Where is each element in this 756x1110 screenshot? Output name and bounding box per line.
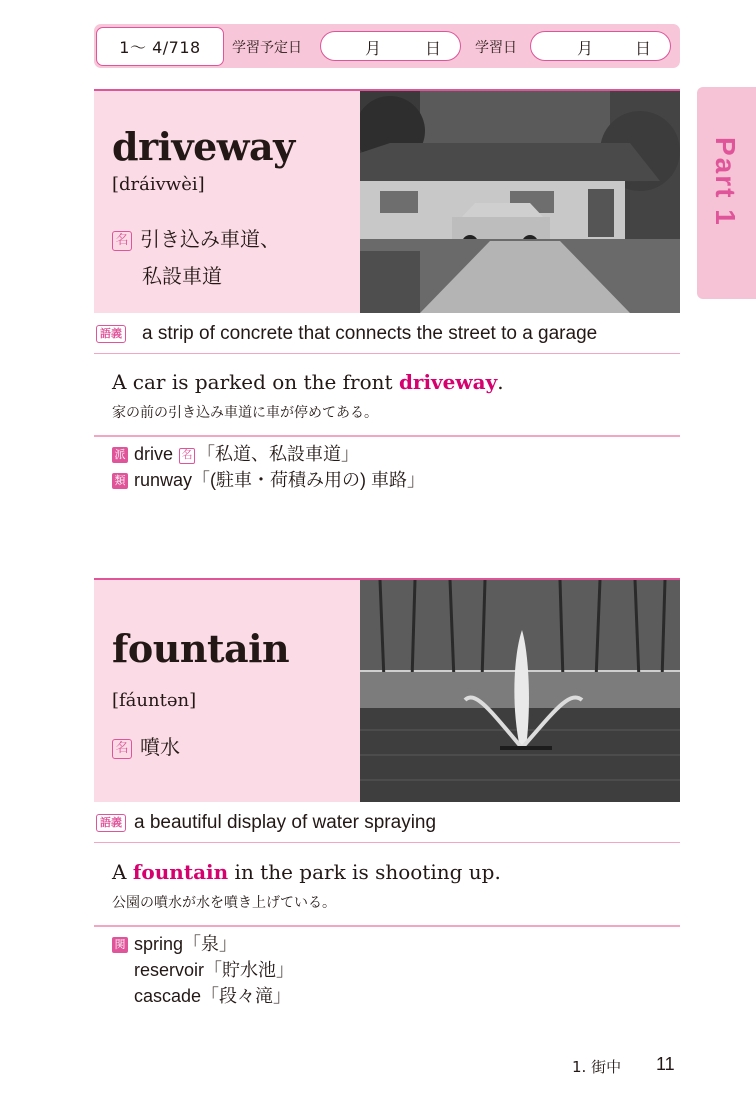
derivative-tag: 派 [112,447,128,463]
word-range-counter: 1～ 4/718 [96,27,224,66]
related-item [112,467,425,493]
meaning-line-1: 噴水 [140,735,180,759]
related-word: drive [134,444,174,464]
related-words [112,931,294,1009]
related-word: reservoir [134,960,205,980]
definition-tag: 語義 [96,325,126,343]
section-name: 1. 街中 [572,1058,622,1076]
part-tab[interactable] [697,87,756,299]
definition-text: a beautiful display of water spraying [134,812,437,833]
example-text-after: . [497,370,504,394]
noun-tag: 名 [112,739,132,759]
study-day-label: 日 [635,39,652,58]
study-month-label: 月 [577,39,594,58]
example-headword: driveway [398,370,498,394]
example-translation: 公園の噴水が水を噴き上げている。 [112,895,336,911]
related-item [112,931,294,957]
study-date-label: 学習日 [475,40,517,56]
fountain-photo [360,580,680,802]
related-gloss: 「私道、私設車道」 [197,444,360,464]
meaning [112,730,180,764]
example-translation: 家の前の引き込み車道に車が停めてある。 [112,405,378,421]
definition-row [94,316,680,354]
headword: driveway [112,124,295,169]
example-sentence [112,860,501,884]
meaning [112,222,280,256]
planned-day-label: 日 [425,39,442,58]
planned-date-label: 学習予定日 [232,40,302,56]
pronunciation: [fáuntən] [112,690,197,711]
example-text-before: A [112,860,133,884]
planned-date-field[interactable] [320,31,461,61]
related-item [112,983,294,1009]
meaning-line-1: 引き込み車道、 [140,227,280,251]
definition-row [94,805,680,843]
related-gloss: 「泉」 [183,934,238,954]
related-item [112,441,425,467]
pronunciation: [dráivwèi] [112,174,205,195]
related-tag: 関 [112,937,128,953]
related-word: cascade [134,986,202,1006]
definition-tag: 語義 [96,814,126,832]
driveway-photo [360,91,680,313]
example-text-after: in the park is shooting up. [228,860,501,884]
related-words [112,441,425,493]
related-word: spring [134,934,184,954]
related-word: runway [134,470,193,490]
fountain-photo-image [360,580,680,802]
related-gloss: 「(駐車・荷積み用の) 車路」 [192,470,426,490]
meaning-line-2: 私設車道 [142,264,222,288]
separator [94,435,680,437]
house-photo-image [360,91,680,313]
example-text-before: A car is parked on the front [112,370,399,394]
example-headword: fountain [132,860,229,884]
separator [94,925,680,927]
synonym-tag: 類 [112,473,128,489]
noun-tag: 名 [179,448,195,464]
related-item [112,957,294,983]
planned-month-label: 月 [365,39,382,58]
study-date-field[interactable] [530,31,671,61]
definition-text: a strip of concrete that connects the street to a garage [142,323,598,344]
related-gloss: 「貯水池」 [204,960,295,980]
noun-tag: 名 [112,231,132,251]
related-gloss: 「段々滝」 [201,986,292,1006]
headword: fountain [112,626,290,671]
part-tab-label: Part 1 [710,137,741,227]
example-sentence [112,370,504,394]
page-number: 11 [656,1054,675,1074]
